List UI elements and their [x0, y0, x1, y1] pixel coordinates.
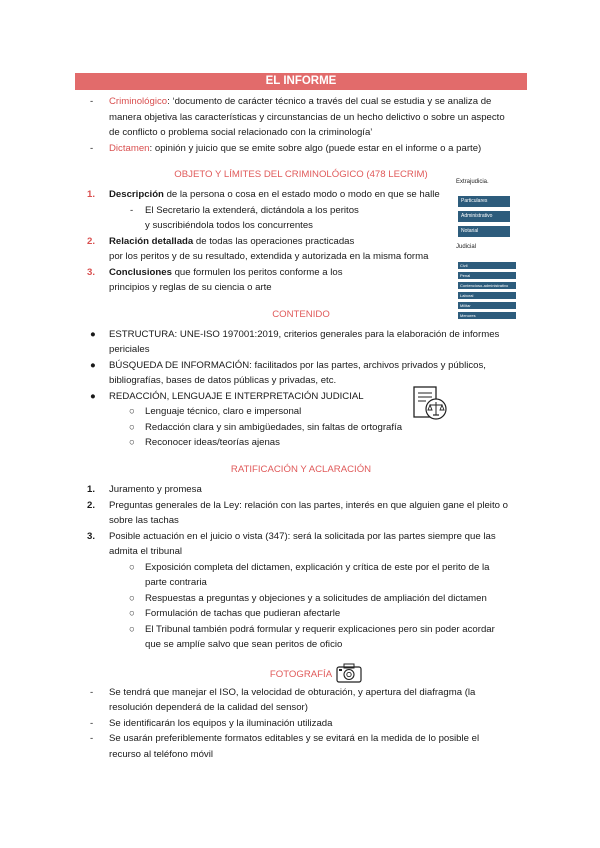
- item-bold: Relación detallada: [109, 236, 194, 247]
- definition-text-line: de conflicto o problema social relacionado con la criminología’: [109, 127, 373, 138]
- list-item-text: admita el tribunal: [109, 546, 183, 557]
- list-item-text: Posible actuación en el juicio o vista (347): será la solicitada por las partes siempre que las: [109, 531, 496, 542]
- list-dash: -: [90, 687, 94, 698]
- section-title-fotografia: FOTOGRAFÍA: [269, 669, 333, 680]
- item-bold: Descripción: [109, 189, 164, 200]
- bullet-text: bibliografías, bases de datos públicas y privadas, etc.: [109, 375, 337, 386]
- diagram-box: Notarial: [458, 226, 510, 237]
- definition-text: : opinión y juicio que se emite sobre algo (puede estar en el informe o a parte): [149, 143, 482, 154]
- page-title: EL INFORME: [75, 73, 527, 90]
- list-number: 2.: [87, 236, 96, 247]
- camera-icon: [336, 663, 362, 683]
- diagram-small-box: Laboral: [458, 292, 516, 299]
- bullet-text: ESTRUCTURA: UNE-ISO 197001:2019, criterios generales para la elaboración de informes: [109, 329, 500, 340]
- bullet-text: periciales: [109, 344, 150, 355]
- circle-text: Redacción clara y sin ambigüedades, sin faltas de ortografía: [145, 422, 403, 433]
- list-item: [109, 187, 440, 203]
- item-text: de todas las operaciones practicadas: [193, 236, 355, 247]
- diagram-small-box: Menores: [458, 312, 516, 319]
- list-number: 3.: [87, 267, 96, 278]
- list-bullet: ●: [90, 391, 96, 402]
- item-text: de la persona o cosa en el estado modo o modo en que se halle: [163, 189, 440, 200]
- circle-text: El Tribunal también podrá formular y requerir explicaciones pero sin poder acordar: [145, 624, 495, 635]
- list-dash: -: [90, 733, 94, 744]
- diagram-label: Extrajudicia.: [456, 179, 489, 185]
- list-circle: ○: [129, 422, 135, 433]
- law-document-icon: [412, 385, 448, 421]
- list-circle: ○: [129, 562, 135, 573]
- diagram-small-box: Militar: [458, 302, 516, 309]
- bullet-text: BÚSQUEDA DE INFORMACIÓN: facilitados por las partes, archivos privados y públicos,: [109, 360, 486, 371]
- list-item: [109, 234, 354, 250]
- circle-text: Formulación de tachas que pudieran afectarle: [145, 608, 341, 619]
- diagram-label: Judicial: [456, 244, 477, 250]
- sub-item-text: El Secretario la extenderá, dictándola a los peritos: [145, 205, 359, 216]
- list-number: 1.: [87, 189, 96, 200]
- list-item-text: sobre las tachas: [109, 515, 179, 526]
- diagram-small-box: Penal: [458, 272, 516, 279]
- photo-item-text: Se usarán preferiblemente formatos editables y se evitará en la medida de lo posible el: [109, 733, 480, 744]
- photo-item-text: Se tendrá que manejar el ISO, la velocidad de obturación, y apertura del diafragma (la: [109, 687, 476, 698]
- definition-text-line: manera objetiva las características y circunstancias de un hecho delictivo o sobre un aspecto: [109, 112, 505, 123]
- list-item-text: Preguntas generales de la Ley: relación con las partes, interés en que alguien gane el pleito o: [109, 500, 508, 511]
- list-dash: -: [90, 96, 94, 107]
- definition-text: : ‘documento de carácter técnico a través del cual se estudia y se analiza de: [167, 96, 492, 107]
- list-dash: -: [130, 205, 134, 216]
- circle-text: Exposición completa del dictamen, explicación y crítica de este por el perito de la: [145, 562, 490, 573]
- list-bullet: ●: [90, 329, 96, 340]
- list-number: 3.: [87, 531, 96, 542]
- photo-item-text: resolución dependerá de la calidad del sensor): [109, 702, 308, 713]
- list-number: 2.: [87, 500, 96, 511]
- term-label: Dictamen: [109, 143, 150, 154]
- item-text-cont: por los peritos y de su resultado, extendida y autorizada en la misma forma: [109, 251, 429, 262]
- circle-text: parte contraria: [145, 577, 207, 588]
- photo-item-text: recurso al teléfono móvil: [109, 749, 213, 760]
- section-title-objeto: OBJETO Y LÍMITES DEL CRIMINOLÓGICO (478 LECRIM): [174, 169, 428, 180]
- definition-dictamen: [109, 141, 481, 157]
- item-text: que formulen los peritos conforme a los: [171, 267, 343, 278]
- informe-types-diagram: [456, 178, 518, 328]
- list-circle: ○: [129, 608, 135, 619]
- bullet-text: REDACCIÓN, LENGUAJE E INTERPRETACIÓN JUDICIAL: [109, 391, 364, 402]
- list-bullet: ●: [90, 360, 96, 371]
- diagram-box: Administrativo: [458, 211, 510, 222]
- definition-criminologico: [109, 94, 491, 110]
- section-title-contenido: CONTENIDO: [272, 309, 330, 320]
- item-bold: Conclusiones: [109, 267, 172, 278]
- list-circle: ○: [129, 593, 135, 604]
- item-text-cont: principios y reglas de su ciencia o arte: [109, 282, 272, 293]
- list-circle: ○: [129, 437, 135, 448]
- diagram-box: Particulares: [458, 196, 510, 207]
- diagram-small-box: Civil: [458, 262, 516, 269]
- section-title-ratificacion: RATIFICACIÓN Y ACLARACIÓN: [230, 464, 372, 475]
- list-circle: ○: [129, 624, 135, 635]
- circle-text: Reconocer ideas/teorías ajenas: [145, 437, 280, 448]
- list-dash: -: [90, 718, 94, 729]
- list-number: 1.: [87, 484, 96, 495]
- circle-text: que se amplíe salvo que sean peritos de oficio: [145, 639, 343, 650]
- photo-item-text: Se identificarán los equipos y la iluminación utilizada: [109, 718, 333, 729]
- term-label: Criminológico: [109, 96, 168, 107]
- sub-item-text: y suscribiéndola todos los concurrentes: [145, 220, 313, 231]
- diagram-small-box: Contencioso-administrativo: [458, 282, 516, 289]
- list-dash: -: [90, 143, 94, 154]
- circle-text: Lenguaje técnico, claro e impersonal: [145, 406, 302, 417]
- list-circle: ○: [129, 406, 135, 417]
- list-item-text: Juramento y promesa: [109, 484, 202, 495]
- circle-text: Respuestas a preguntas y objeciones y a solicitudes de ampliación del dictamen: [145, 593, 487, 604]
- list-item: [109, 265, 343, 281]
